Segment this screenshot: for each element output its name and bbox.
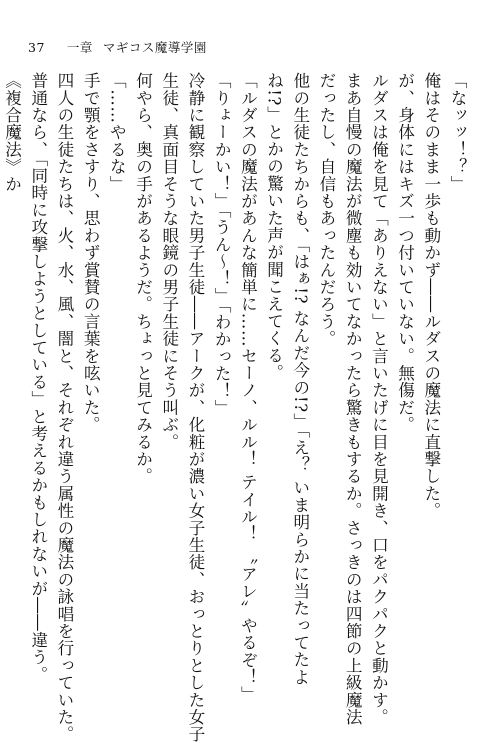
text-line: 他の生徒たちからも、「はぁ!? なんだ今の!?」「え？ いま明らかに当たってたよ — [290, 72, 310, 686]
text-line: だったし、自信もあったんだろう。 — [316, 72, 336, 348]
text-line: 俺はそのまま一歩も動かず――ルダスの魔法に直撃した。 — [421, 72, 441, 520]
text-line: 普通なら、「同時に攻撃しようとしている」と考えるかもしれないが――違う。 — [28, 72, 48, 683]
text-line: 手で顎をさすり、思わず賞賛の言葉を呟いた。 — [81, 72, 101, 434]
text-line: 生徒、真面目そうな眼鏡の男子生徒にそう叫ぶ。 — [159, 72, 179, 451]
text-line: 「……やるな」 — [107, 72, 127, 193]
text-line: 四人の生徒たちは、火、水、風、闇と、それぞれ違う属性の魔法の詠唱を行っていた。 — [54, 72, 74, 743]
text-line: まあ自慢の魔法が微塵も効いてなかったら驚きもするか。さっきのは四節の上級魔法 — [343, 72, 363, 726]
body-text — [0, 72, 470, 743]
text-line: が、身体にはキズ一つ付いていない。無傷だ。 — [395, 72, 415, 434]
text-line: ルダスは俺を見て「ありえない」と言いたげに目を見開き、口をパクパクと動かす。 — [369, 72, 389, 726]
text-line: 何やら、奥の手があるようだ。ちょっと見てみるか。 — [133, 72, 153, 485]
chapter-title: マギコス魔導学園 — [102, 40, 207, 55]
page-number: 37 — [28, 40, 45, 55]
text-line: 「りょーかい！」「うん〜！」「わかった！」 — [212, 72, 232, 417]
text-line: 「ルダスの魔法があんな簡単に……セーノ、ルル！ テイル！ 〝アレ〟やるぞ！」 — [238, 72, 258, 703]
text-line: ね!?」とかの驚いた声が聞こえてくる。 — [264, 72, 284, 382]
text-line: 「なッッ！？」 — [448, 72, 467, 193]
text-line: 《複合魔法》か — [2, 72, 22, 193]
text-line: 冷静に観察していた男子生徒――アークが、化粧が濃い女子生徒、おっとりとした女子 — [185, 72, 205, 743]
chapter-label: 一章 — [66, 40, 93, 55]
running-header — [28, 38, 207, 56]
